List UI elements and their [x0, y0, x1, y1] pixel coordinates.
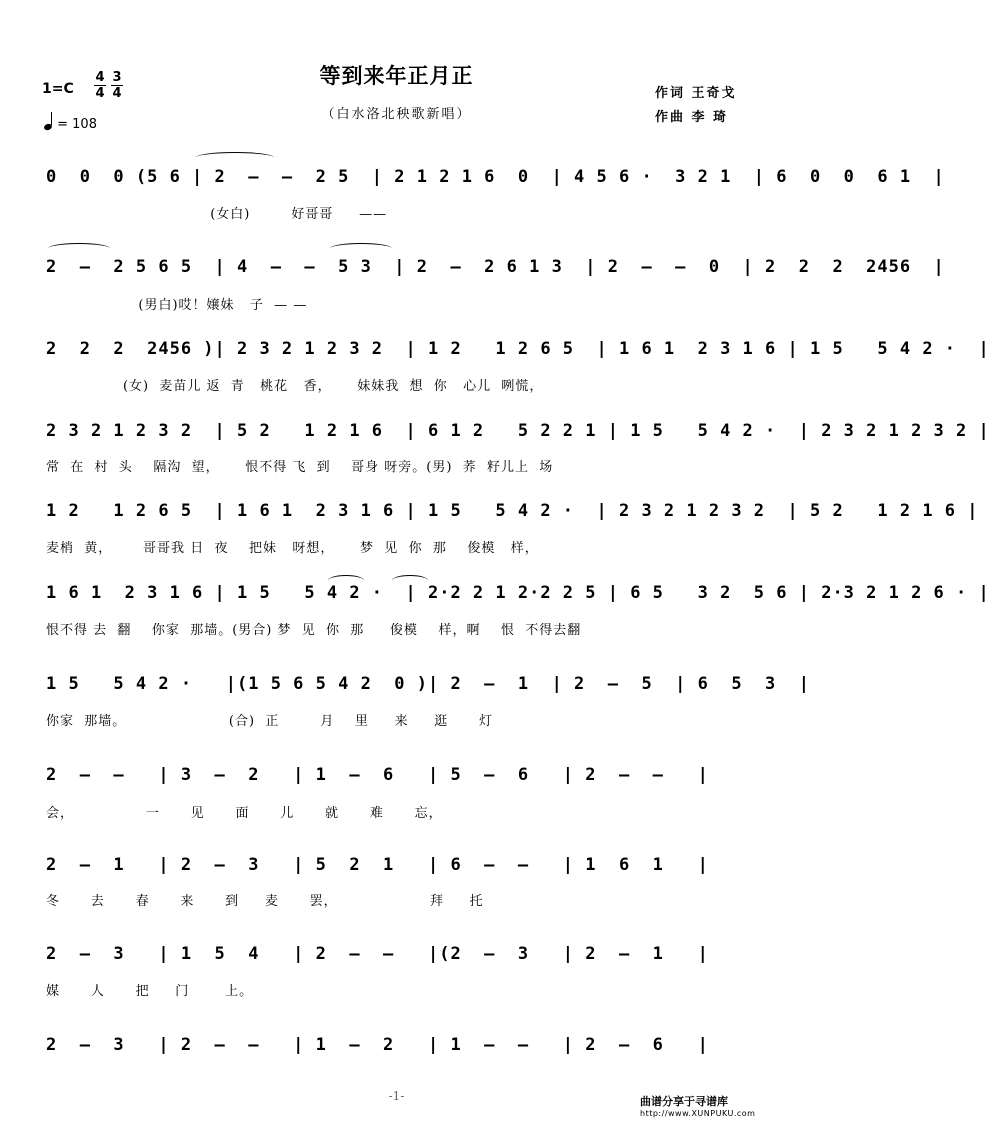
lyric-row-7: 你家 那墙。 (合) 正 月 里 来 逛 灯: [46, 714, 494, 729]
tempo-value: = 108: [57, 117, 97, 132]
notation-row-8: 2 – – | 3 – 2 | 1 – 6 | 5 – 6 | 2 – – |: [46, 765, 709, 785]
notation-row-9: 2 – 1 | 2 – 3 | 5 2 1 | 6 – – | 1 6 1 |: [46, 855, 709, 875]
time-signature-2-bottom: 4: [112, 86, 122, 101]
song-subtitle: （白水洛北秧歌新唱）: [321, 107, 472, 122]
tempo-marking: [44, 115, 97, 132]
notation-row-4: 2 3 2 1 2 3 2 | 5 2 1 2 1 6 | 6 1 2 5 2 2 1 | 1 5 5 4 2 · | 2 3 2 1 2 3 2 |: [46, 421, 990, 441]
lyric-row-9: 冬 去 春 来 到 麦 罢， 拜 托: [46, 894, 484, 909]
slur-mark: [196, 152, 274, 163]
lyric-row-1: (女白) 好哥哥 ——: [46, 207, 388, 222]
time-signature-1-bottom: 4: [95, 86, 105, 101]
time-signature-1: [94, 70, 106, 101]
lyricist-credit: 作词 王奇戈: [655, 86, 737, 101]
watermark-url: http://www.XUNPUKU.com: [640, 1109, 756, 1118]
song-title: 等到来年正月正: [319, 64, 474, 88]
composer-credit: 作曲 李 琦: [655, 110, 729, 125]
notation-row-5: 1 2 1 2 6 5 | 1 6 1 2 3 1 6 | 1 5 5 4 2 · | 2 3 2 1 2 3 2 | 5 2 1 2 1 6 |: [46, 501, 979, 521]
lyric-row-6: 恨不得 去 翻 你家 那墙。(男合) 梦 见 你 那 俊模 样，啊 恨 不得去翻: [46, 623, 582, 638]
page-number: -1-: [388, 1089, 405, 1103]
lyric-row-10: 媒 人 把 门 上。: [46, 984, 254, 999]
key-signature: 1=C: [42, 81, 74, 97]
notation-row-6: 1 6 1 2 3 1 6 | 1 5 5 4 2 · | 2·2 2 1 2·2 2 5 | 6 5 3 2 5 6 | 2·3 2 1 2 6 · |: [46, 583, 990, 603]
time-signature-2: [111, 70, 123, 101]
notation-row-2: 2 – 2 5 6 5 | 4 – – 5 3 | 2 – 2 6 1 3 | 2 – – 0 | 2 2 2 2456 |: [46, 257, 945, 277]
lyric-row-5: 麦梢 黄， 哥哥我 日 夜 把妹 呀想， 梦 见 你 那 俊模 样，: [46, 541, 539, 556]
lyric-row-4: 常 在 村 头 隔沟 望， 恨不得 飞 到 哥身 呀旁。(男) 荞 籽儿上 场: [46, 460, 554, 475]
time-signature-2-top: 3: [112, 70, 122, 85]
notation-row-1: 0 0 0 (5 6 | 2 – – 2 5 | 2 1 2 1 6 0 | 4 5 6 · 3 2 1 | 6 0 0 6 1 |: [46, 167, 945, 187]
notation-row-11: 2 – 3 | 2 – – | 1 – 2 | 1 – – | 2 – 6 |: [46, 1035, 709, 1055]
notation-row-7: 1 5 5 4 2 · |(1 5 6 5 4 2 0 )| 2 – 1 | 2 – 5 | 6 5 3 |: [46, 674, 810, 694]
lyric-row-2: (男白)哎！嬢妹 子 — —: [46, 298, 308, 313]
lyric-row-3: (女) 麦苗儿 返 青 桃花 香， 妹妹我 想 你 心儿 咧慌，: [46, 379, 544, 394]
time-signature-1-top: 4: [95, 70, 105, 85]
notation-row-10: 2 – 3 | 1 5 4 | 2 – – |(2 – 3 | 2 – 1 |: [46, 944, 709, 964]
lyric-row-8: 会， 一 见 面 儿 就 难 忘，: [46, 806, 443, 821]
slur-mark: [48, 243, 110, 254]
slur-mark: [330, 243, 392, 254]
watermark-title: 曲谱分享于寻谱库: [640, 1095, 728, 1108]
notation-row-3: 2 2 2 2456 )| 2 3 2 1 2 3 2 | 1 2 1 2 6 5 | 1 6 1 2 3 1 6 | 1 5 5 4 2 · |: [46, 339, 990, 359]
